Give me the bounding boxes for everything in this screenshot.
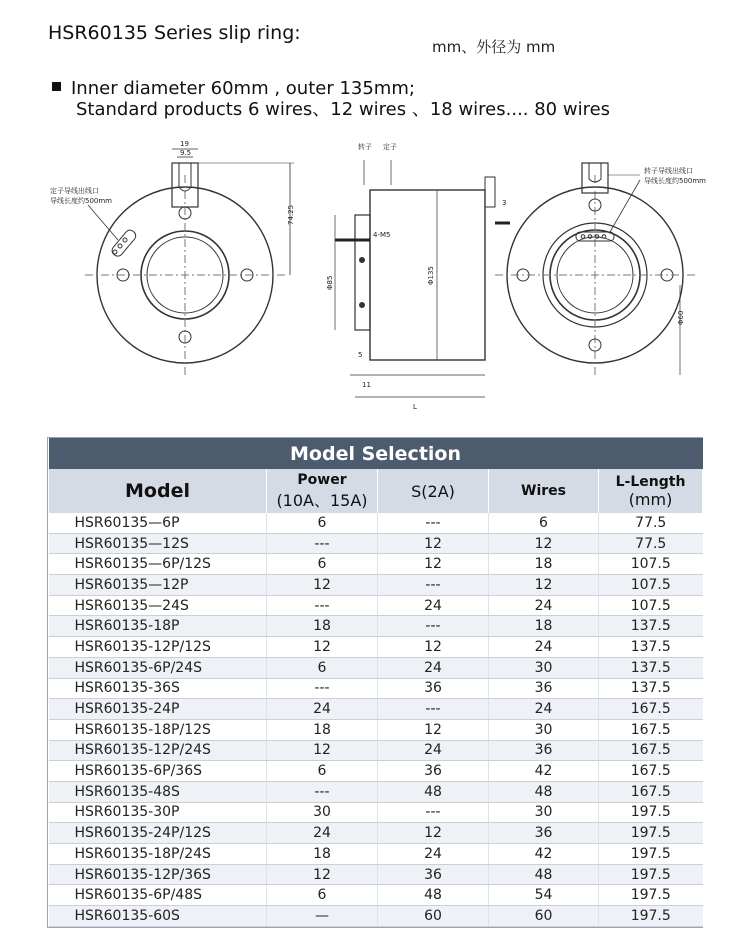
- dim-l: L: [413, 403, 417, 411]
- cell-wires: 24: [489, 595, 599, 616]
- cell-power: 24: [267, 699, 378, 720]
- col-power: [267, 469, 378, 513]
- cell-model: HSR60135-12P/24S: [49, 740, 267, 761]
- table-row: [49, 823, 703, 844]
- stator-label: 定子: [383, 143, 397, 151]
- table-row: [49, 906, 703, 927]
- col-wires: [489, 469, 599, 513]
- rotor-wire-length-label: 导线长度约500mm: [644, 177, 706, 185]
- cell-length: 107.5: [599, 554, 703, 575]
- col-power-label: Power: [297, 471, 347, 488]
- cell-model: HSR60135-6P/36S: [49, 761, 267, 782]
- cell-signal: 36: [378, 678, 489, 699]
- cell-signal: ---: [378, 513, 489, 533]
- spec-block: [52, 78, 610, 120]
- cell-length: 197.5: [599, 885, 703, 906]
- cell-signal: 12: [378, 823, 489, 844]
- cell-power: 18: [267, 719, 378, 740]
- cell-power: ---: [267, 678, 378, 699]
- dim-19: 19: [180, 140, 189, 148]
- cell-model: HSR60135-12P/12S: [49, 637, 267, 658]
- table-row: [49, 575, 703, 596]
- table-row: [49, 844, 703, 865]
- dim-74-25: 74.25: [287, 204, 295, 225]
- cell-model: HSR60135—12S: [49, 533, 267, 554]
- cell-length: 197.5: [599, 844, 703, 865]
- cell-signal: 12: [378, 637, 489, 658]
- table-row: [49, 885, 703, 906]
- cell-power: ---: [267, 533, 378, 554]
- col-length: [599, 469, 703, 513]
- cell-model: HSR60135-60S: [49, 906, 267, 927]
- col-wires-label: Wires: [521, 483, 566, 499]
- cell-length: 77.5: [599, 513, 703, 533]
- cell-model: HSR60135-12P/36S: [49, 864, 267, 885]
- stator-wire-length-label: 导线长度约500mm: [50, 197, 112, 205]
- table-row: [49, 533, 703, 554]
- cell-model: HSR60135—6P/12S: [49, 554, 267, 575]
- cell-model: HSR60135—6P: [49, 513, 267, 533]
- cell-signal: 48: [378, 781, 489, 802]
- table-row: [49, 678, 703, 699]
- cell-power: 24: [267, 823, 378, 844]
- cell-wires: 48: [489, 781, 599, 802]
- cell-length: 137.5: [599, 616, 703, 637]
- cell-wires: 36: [489, 823, 599, 844]
- cell-length: 197.5: [599, 802, 703, 823]
- table-row: [49, 699, 703, 720]
- table-row: [49, 740, 703, 761]
- model-selection-table: [47, 437, 703, 928]
- cell-wires: 48: [489, 864, 599, 885]
- cell-power: 12: [267, 637, 378, 658]
- dim-d85: Φ85: [326, 275, 334, 290]
- cell-wires: 42: [489, 844, 599, 865]
- cell-signal: 36: [378, 864, 489, 885]
- cell-wires: 12: [489, 533, 599, 554]
- cell-length: 137.5: [599, 657, 703, 678]
- cell-wires: 36: [489, 740, 599, 761]
- cell-wires: 42: [489, 761, 599, 782]
- cell-length: 137.5: [599, 637, 703, 658]
- dim-3: 3: [502, 199, 507, 207]
- col-power-sub: (10A、15A): [276, 490, 368, 510]
- cell-wires: 12: [489, 575, 599, 596]
- side-view: [335, 160, 510, 397]
- table-row: [49, 554, 703, 575]
- cell-model: HSR60135—12P: [49, 575, 267, 596]
- cell-model: HSR60135-30P: [49, 802, 267, 823]
- cell-wires: 24: [489, 699, 599, 720]
- cell-power: 12: [267, 575, 378, 596]
- dim-4-m5: 4-M5: [373, 231, 391, 239]
- cell-signal: 12: [378, 533, 489, 554]
- cell-length: 77.5: [599, 533, 703, 554]
- dim-d60: Φ60: [677, 310, 685, 325]
- spec-line-1: [52, 78, 610, 99]
- cell-power: 18: [267, 616, 378, 637]
- cell-wires: 30: [489, 719, 599, 740]
- cell-signal: 12: [378, 554, 489, 575]
- front-view-stator: [85, 149, 294, 375]
- cell-length: 197.5: [599, 906, 703, 927]
- table-row: [49, 595, 703, 616]
- cell-power: 6: [267, 657, 378, 678]
- cell-length: 107.5: [599, 595, 703, 616]
- cell-signal: ---: [378, 616, 489, 637]
- cell-power: 30: [267, 802, 378, 823]
- cell-length: 167.5: [599, 761, 703, 782]
- cell-model: HSR60135-6P/48S: [49, 885, 267, 906]
- table-row: [49, 637, 703, 658]
- cell-signal: 24: [378, 595, 489, 616]
- cell-wires: 60: [489, 906, 599, 927]
- table-row: [49, 781, 703, 802]
- technical-drawing: [40, 135, 710, 415]
- cell-wires: 18: [489, 554, 599, 575]
- cell-wires: 54: [489, 885, 599, 906]
- spec-line-2: Standard products 6 wires、12 wires 、18 wires.... 80 wires: [76, 99, 611, 120]
- cell-length: 197.5: [599, 864, 703, 885]
- cell-model: HSR60135-18P/24S: [49, 844, 267, 865]
- table-row: [49, 616, 703, 637]
- cell-length: 197.5: [599, 823, 703, 844]
- front-view-rotor: [495, 163, 695, 375]
- cell-signal: 12: [378, 719, 489, 740]
- cell-model: HSR60135-18P: [49, 616, 267, 637]
- cell-power: ---: [267, 595, 378, 616]
- cell-length: 107.5: [599, 575, 703, 596]
- cell-power: 12: [267, 740, 378, 761]
- cell-length: 137.5: [599, 678, 703, 699]
- unit-note: mm、外径为 mm: [432, 38, 556, 56]
- cell-power: 6: [267, 513, 378, 533]
- cell-signal: 48: [378, 885, 489, 906]
- cell-model: HSR60135-24P/12S: [49, 823, 267, 844]
- cell-wires: 36: [489, 678, 599, 699]
- col-signal-label: S(2A): [411, 481, 455, 501]
- cell-length: 167.5: [599, 719, 703, 740]
- cell-power: 6: [267, 761, 378, 782]
- table-row: [49, 864, 703, 885]
- cell-power: 6: [267, 885, 378, 906]
- table-header-row: [49, 469, 703, 513]
- cell-signal: ---: [378, 699, 489, 720]
- spec-line-1-text: Inner diameter 60mm , outer 135mm;: [71, 78, 415, 99]
- table-row: [49, 719, 703, 740]
- cell-model: HSR60135-48S: [49, 781, 267, 802]
- rotor-wire-exit-label: 转子导线出线口: [644, 167, 693, 175]
- cell-length: 167.5: [599, 781, 703, 802]
- dim-5: 5: [358, 351, 363, 359]
- stator-wire-exit-label: 定子导线出线口: [50, 187, 99, 195]
- cell-signal: 24: [378, 740, 489, 761]
- cell-power: 6: [267, 554, 378, 575]
- table-title: Model Selection: [49, 438, 703, 469]
- cell-model: HSR60135-36S: [49, 678, 267, 699]
- cell-signal: ---: [378, 575, 489, 596]
- cell-length: 167.5: [599, 699, 703, 720]
- cell-wires: 30: [489, 802, 599, 823]
- bullet-icon: [52, 82, 61, 91]
- page-title: HSR60135 Series slip ring:: [48, 22, 301, 44]
- table-row: [49, 513, 703, 533]
- col-length-label: L-Length: [615, 473, 686, 490]
- cell-signal: 60: [378, 906, 489, 927]
- cell-power: —: [267, 906, 378, 927]
- dim-d135: Φ135: [427, 266, 435, 285]
- cell-power: 12: [267, 864, 378, 885]
- cell-model: HSR60135-6P/24S: [49, 657, 267, 678]
- table-row: [49, 657, 703, 678]
- cell-signal: 24: [378, 657, 489, 678]
- cell-power: ---: [267, 781, 378, 802]
- cell-model: HSR60135—24S: [49, 595, 267, 616]
- col-length-unit: (mm): [628, 489, 673, 509]
- cell-signal: 24: [378, 844, 489, 865]
- cell-signal: ---: [378, 802, 489, 823]
- dim-11: 11: [362, 381, 371, 389]
- cell-wires: 18: [489, 616, 599, 637]
- cell-wires: 6: [489, 513, 599, 533]
- cell-model: HSR60135-24P: [49, 699, 267, 720]
- col-signal: [378, 469, 489, 513]
- col-model: Model: [49, 469, 267, 513]
- cell-power: 18: [267, 844, 378, 865]
- cell-wires: 24: [489, 637, 599, 658]
- rotor-label: 转子: [358, 143, 372, 151]
- cell-length: 167.5: [599, 740, 703, 761]
- cell-wires: 30: [489, 657, 599, 678]
- dim-9-5: 9.5: [180, 149, 192, 157]
- cell-signal: 36: [378, 761, 489, 782]
- cell-model: HSR60135-18P/12S: [49, 719, 267, 740]
- table-row: [49, 761, 703, 782]
- table-row: [49, 802, 703, 823]
